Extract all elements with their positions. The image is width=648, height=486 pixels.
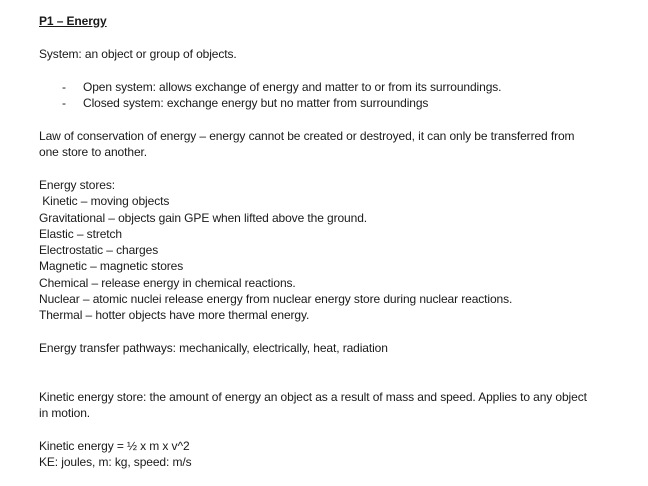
conservation-line-1: Law of conservation of energy – energy cannot be created or destroyed, it can only be transferred from bbox=[39, 129, 575, 143]
store-electrostatic: Electrostatic – charges bbox=[39, 243, 159, 257]
store-thermal: Thermal – hotter objects have more thermal energy. bbox=[39, 308, 310, 322]
list-item-closed-system: Closed system: exchange energy but no matter from surroundings bbox=[83, 96, 429, 110]
list-bullet: - bbox=[62, 96, 66, 110]
kinetic-units: KE: joules, m: kg, speed: m/s bbox=[39, 455, 192, 469]
transfer-pathways: Energy transfer pathways: mechanically, electrically, heat, radiation bbox=[39, 341, 388, 355]
store-magnetic: Magnetic – magnetic stores bbox=[39, 259, 184, 273]
kinetic-definition-line-2: in motion. bbox=[39, 406, 91, 420]
store-elastic: Elastic – stretch bbox=[39, 227, 122, 241]
store-chemical: Chemical – release energy in chemical reactions. bbox=[39, 276, 296, 290]
kinetic-formula: Kinetic energy = ½ x m x v^2 bbox=[39, 439, 190, 453]
list-bullet: - bbox=[62, 80, 66, 94]
kinetic-definition-line-1: Kinetic energy store: the amount of energy an object as a result of mass and speed. Applies to any object bbox=[39, 390, 587, 404]
conservation-line-2: one store to another. bbox=[39, 145, 147, 159]
system-definition: System: an object or group of objects. bbox=[39, 47, 237, 61]
store-gravitational: Gravitational – objects gain GPE when lifted above the ground. bbox=[39, 211, 368, 225]
energy-stores-heading: Energy stores: bbox=[39, 178, 115, 192]
page-title: P1 – Energy bbox=[39, 14, 107, 28]
list-item-open-system: Open system: allows exchange of energy and matter to or from its surroundings. bbox=[83, 80, 502, 94]
store-kinetic: Kinetic – moving objects bbox=[39, 194, 170, 208]
store-nuclear: Nuclear – atomic nuclei release energy from nuclear energy store during nuclear reactions. bbox=[39, 292, 513, 306]
